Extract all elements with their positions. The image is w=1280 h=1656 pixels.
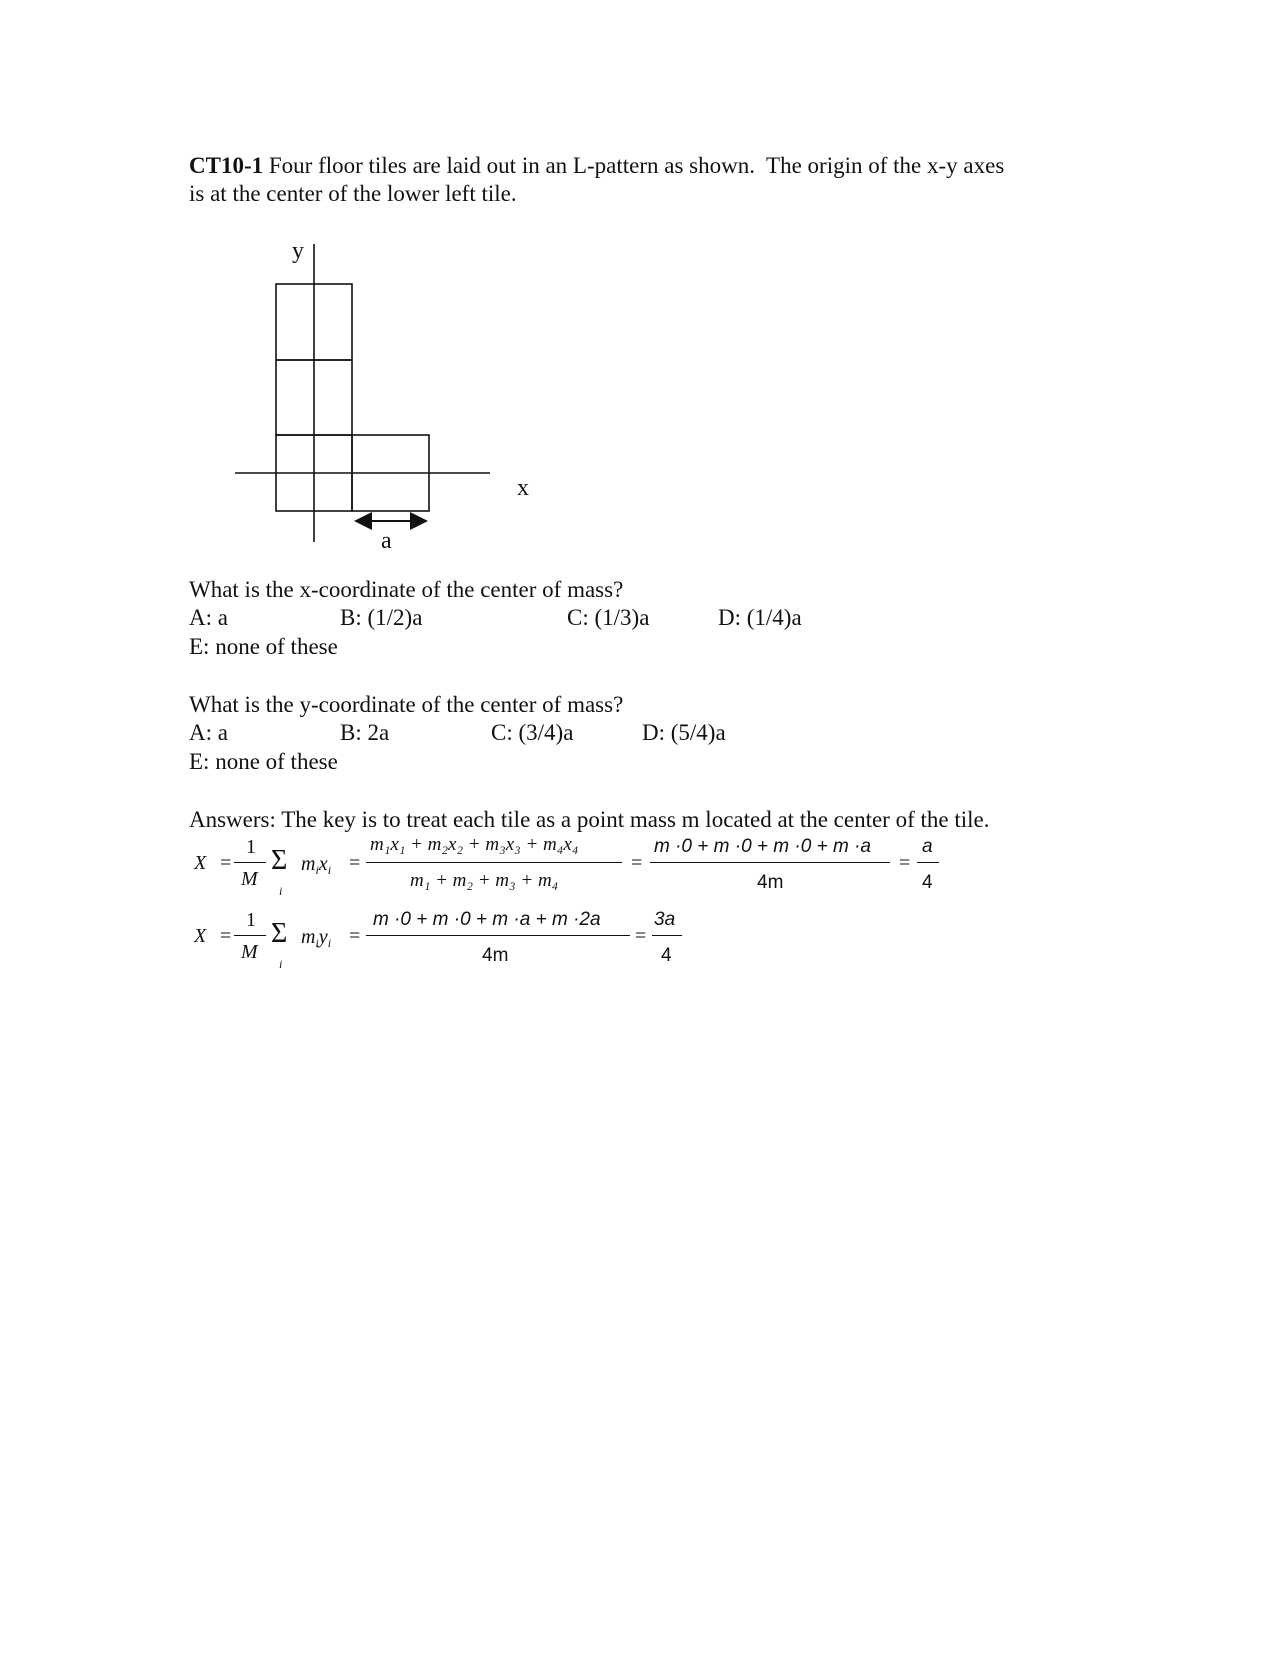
eq1-equals-1: = — [220, 852, 232, 874]
eq1-equals-3: = — [631, 852, 643, 874]
eq1-frac-line-4 — [917, 862, 939, 863]
tile-figure — [0, 0, 1280, 560]
eq2-result-num: 3a — [654, 909, 676, 930]
eq1-frac-line-1 — [234, 862, 266, 863]
eq1-lhs: X — [194, 852, 207, 874]
eq2-one: 1 — [246, 909, 256, 931]
eq2-frac-line-1 — [234, 935, 266, 936]
eq1-sum-term-m: m — [301, 853, 316, 875]
eq1-numerator-2: m ·0 + m ·0 + m ·0 + m ·a — [654, 836, 871, 857]
eq1-M: M — [241, 868, 258, 890]
dimension-arrow-right-head — [410, 512, 428, 530]
problem-statement-line-2: is at the center of the lower left tile. — [189, 181, 517, 206]
eq2-lhs: X — [194, 925, 207, 947]
eq1-frac-line-2 — [366, 862, 622, 863]
eq1-equals-2: = — [349, 852, 361, 874]
eq2-denominator: 4m — [482, 945, 509, 966]
eq2-sum-term — [301, 926, 331, 951]
eq2-frac-line-3 — [652, 935, 682, 936]
eq2-sum-term-m: m — [301, 926, 316, 948]
y-axis-label: y — [292, 238, 304, 264]
x-axis-label: x — [517, 475, 529, 501]
answers-intro: Answers: The key is to treat each tile as a point mass m located at the center of the tile. — [189, 807, 990, 832]
eq1-result-den: 4 — [922, 872, 933, 893]
eq2-M: M — [241, 941, 258, 963]
eq2-equals-1: = — [220, 925, 232, 947]
eq2-sum-term-sub-i-1: i — [315, 936, 319, 950]
eq1-sum-term-sub-i-2: i — [327, 863, 332, 877]
question-y-choice-d: D: (5/4)a — [642, 720, 726, 745]
eq2-numerator: m ·0 + m ·0 + m ·a + m ·2a — [373, 909, 601, 930]
eq1-sum-term-x: x — [318, 853, 328, 875]
question-y-choice-a: A: a — [189, 720, 228, 745]
eq1-denominator-2: 4m — [757, 872, 784, 893]
eq1-numerator: m₁x₁ + m₂x₂ + m₃x₃ + m₄x₄ — [370, 834, 579, 855]
eq2-equals-3: = — [635, 925, 647, 947]
eq2-sum-term-y: y — [318, 926, 328, 948]
eq1-frac-line-3 — [650, 862, 890, 863]
question-y-choice-b: B: 2a — [340, 720, 390, 745]
eq2-frac-line-2 — [366, 935, 630, 936]
question-y-choice-c: C: (3/4)a — [491, 720, 574, 745]
question-y-choice-e: E: none of these — [189, 749, 338, 774]
question-x-choice-c: C: (1/3)a — [567, 605, 650, 630]
problem-id: CT10-1 — [189, 153, 264, 178]
question-y-prompt: What is the y-coordinate of the center of mass? — [189, 692, 624, 717]
eq1-equals-4: = — [899, 852, 911, 874]
question-x-choice-a: A: a — [189, 605, 228, 630]
eq2-equals-2: = — [349, 925, 361, 947]
question-x-prompt: What is the x-coordinate of the center of mass? — [189, 577, 624, 602]
eq2-sigma: Σ — [271, 918, 288, 949]
question-x-choice-e: E: none of these — [189, 634, 338, 659]
eq1-denominator: m₁ + m₂ + m₃ + m₄ — [410, 870, 559, 891]
dimension-arrow-left-head — [354, 512, 372, 530]
eq2-result-den: 4 — [661, 945, 672, 966]
eq1-one: 1 — [246, 836, 256, 858]
eq1-sum-term-sub-i-1: i — [315, 863, 319, 877]
dimension-label: a — [381, 528, 392, 554]
eq1-result-num: a — [922, 836, 933, 857]
eq1-sum-term — [301, 853, 331, 878]
eq2-index: i — [279, 957, 283, 971]
problem-text: Four floor tiles are laid out in an L-pattern as shown. The origin of the x-y axes — [263, 153, 1005, 178]
question-x-choice-d: D: (1/4)a — [718, 605, 802, 630]
eq2-sum-term-sub-i-2: i — [327, 936, 332, 950]
question-x-choice-b: B: (1/2)a — [340, 605, 423, 630]
eq1-sigma: Σ — [271, 845, 288, 876]
eq1-index: i — [279, 884, 283, 898]
